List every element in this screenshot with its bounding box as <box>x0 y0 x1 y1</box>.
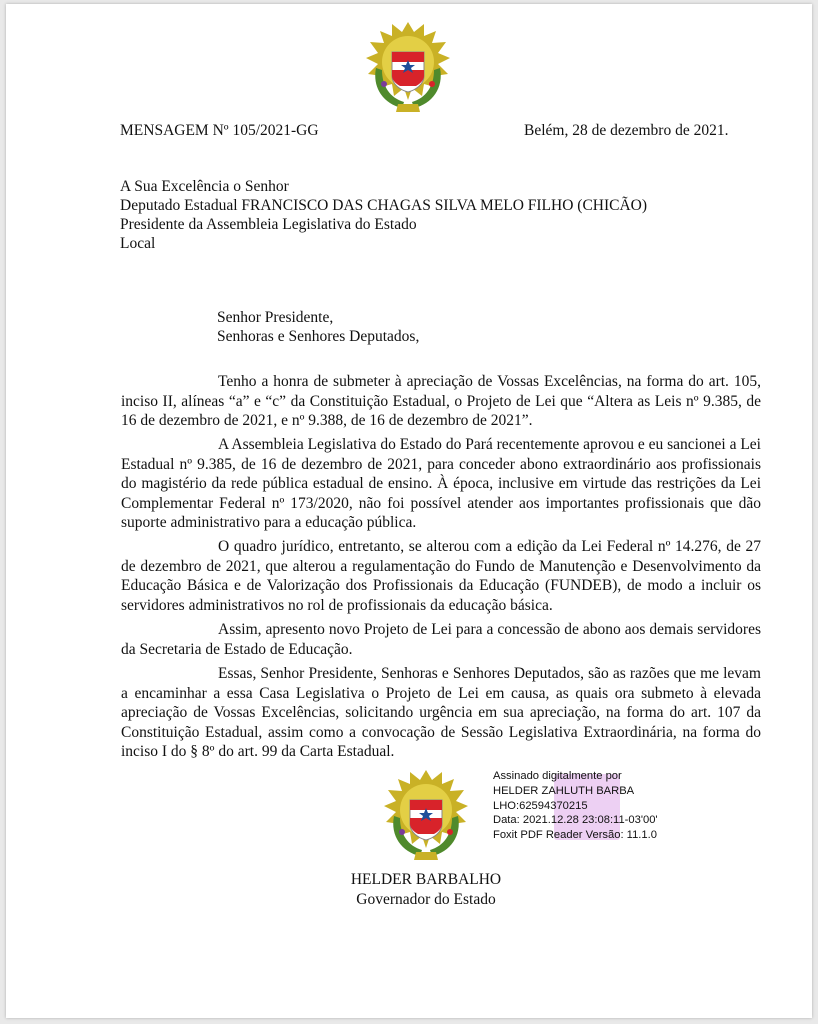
recipient-location: Local <box>120 235 156 252</box>
recipient-title: Presidente da Assembleia Legislativa do Estado <box>120 216 417 233</box>
signature-line: Assinado digitalmente por <box>493 770 622 782</box>
digital-signature-stamp <box>493 769 658 843</box>
body-paragraph: Essas, Senhor Presidente, Senhoras e Senhores Deputados, são as razões que me levam a encaminhar a essa Casa Legislativa o Projeto de Lei em causa, as quais ora submeto à elevada apreciação de Vossas Excelências, solicitando urgência em sua apreciação, na forma do art. 107 da Constituição Estadual, assim como a convocação de Sessão Legislativa Extraordinária, na forma do inciso I do § 8º do art. 99 da Carta Estadual. <box>121 665 761 760</box>
recipient-name: Deputado Estadual FRANCISCO DAS CHAGAS SILVA MELO FILHO (CHICÃO) <box>120 197 648 214</box>
body-paragraph: A Assembleia Legislativa do Estado do Pará recentemente aprovou e eu sancionei a Lei Estadual nº 9.385, de 16 de dezembro de 2021, para conceder abono extraordinário aos profissionais do magistério da rede pública estadual de ensino. À época, inclusive em virtude das restrições da Lei Complementar Federal nº 173/2020, não foi possível atender aos importantes profissionais que dão suporte administrativo para a educação pública. <box>121 436 761 531</box>
signature-line: Foxit PDF Reader Versão: 11.1.0 <box>493 829 657 842</box>
signatory-title: Governador do Estado <box>356 891 496 908</box>
place-date: Belém, 28 de dezembro de 2021. <box>524 122 729 139</box>
signature-line: LHO:62594370215 <box>493 799 588 812</box>
message-number: MENSAGEM Nº 105/2021-GG <box>120 122 319 139</box>
body-paragraph: Assim, apresento novo Projeto de Lei para a concessão de abono aos demais servidores da Secretaria de Estado de Educação. <box>121 621 761 658</box>
body-paragraph: O quadro jurídico, entretanto, se alterou com a edição da Lei Federal nº 14.276, de 27 de dezembro de 2021, que alterou a regulamentação do Fundo de Manutenção e Desenvolvimento da Educação Básica e de Valorização dos Profissionais da Educação (FUNDEB), de modo a incluir os servidores administrativos no rol de profissionais da educação básica. <box>121 538 761 614</box>
body-paragraph: Tenho a honra de submeter à apreciação de Vossas Excelências, na forma do art. 105, inciso II, alíneas “a” e “c” da Constituição Estadual, o Projeto de Lei que “Altera as Leis nº 9.385, de 16 de dezembro de 2021, e nº 9.388, de 16 de dezembro de 2021”. <box>121 373 761 429</box>
signature-line: HELDER ZAHLUTH BARBA <box>493 784 635 797</box>
state-coat-of-arms-icon <box>362 18 454 116</box>
signature-seal-icon <box>380 766 472 864</box>
salutation-president: Senhor Presidente, <box>217 309 334 326</box>
signatory-name: HELDER BARBALHO <box>350 871 502 888</box>
signature-line: Data: 2021.12.28 23:08:11-03'00' <box>493 814 658 827</box>
recipient-salutation: A Sua Excelência o Senhor <box>120 178 289 195</box>
salutation-deputies: Senhoras e Senhores Deputados, <box>217 328 420 345</box>
document-page <box>6 4 812 1018</box>
